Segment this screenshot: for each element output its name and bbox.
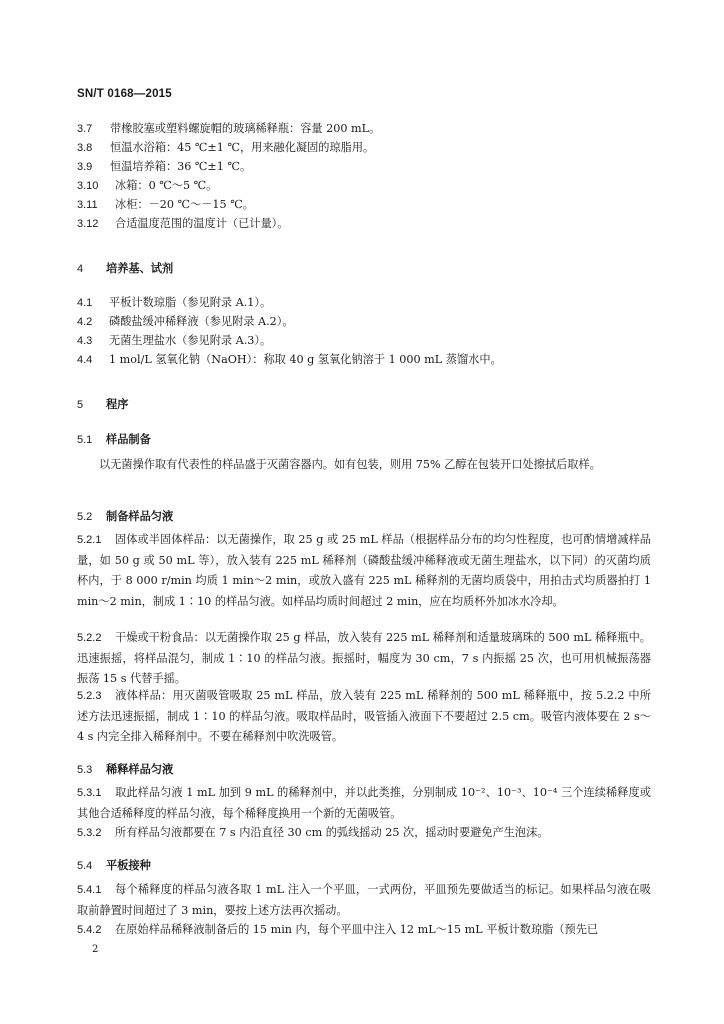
list-item: 4.2 磷酸盐缓冲稀释液（参见附录 A.2）。: [77, 315, 294, 328]
subsection-heading: 5.1 样品制备: [77, 434, 151, 446]
subsection-heading: 5.3 稀释样品匀液: [77, 764, 174, 776]
standard-code-header: SN/T 0168—2015: [77, 88, 172, 100]
list-item: 4.4 1 mol/L 氢氧化钠（NaOH）：称取 40 g 氢氧化钠溶于 1 000 mL 蒸馏水中。: [77, 353, 502, 366]
list-item: 4.3 无菌生理盐水（参见附录 A.3）。: [77, 334, 272, 347]
section-heading: 5 程序: [77, 399, 129, 411]
subsection-heading: 5.2 制备样品匀液: [77, 511, 174, 523]
list-item: 3.7 带橡胶塞或塑料螺旋帽的玻璃稀释瓶：容量 200 mL。: [77, 122, 381, 135]
list-item: 3.10 冰箱：0 ℃～5 ℃。: [77, 179, 218, 192]
list-item: 3.8 恒温水浴箱：45 ℃±1 ℃，用来融化凝固的琼脂用。: [77, 141, 375, 154]
subsection-heading: 5.4 平板接种: [77, 860, 151, 872]
paragraph: 5.4.2 在原始样品稀释液制备后的 15 min 内，每个平皿中注入 12 mL～15 mL 平板计数琼脂（预先已: [77, 923, 599, 936]
paragraph: 5.2.1 固体或半固体样品：以无菌操作，取 25 g 或 25 mL 样品（根据样品分布的均匀性程度，也可酌情增减样品量，如 50 g 或 50 mL 等），放入装有 225 mL 稀释剂（磷酸盐缓冲稀释液或无菌生理盐水，以下同）的灭菌均质杯内，于 8 000 r/min 均质 1 min～2 min，或放入盛有 225 mL 稀释剂的无菌均质袋中，用拍击式均质器拍打 1 min～2 min，制成 1∶10 的样品匀液。如样品均质时间超过 2 min，应在均质杯外加冰水冷却。: [77, 533, 651, 608]
list-item: 4.1 平板计数琼脂（参见附录 A.1）。: [77, 296, 272, 309]
page-number: 2: [92, 944, 99, 955]
section-heading: 4 培养基、试剂: [77, 263, 174, 275]
list-item: 3.11 冰柜：－20 ℃～－15 ℃。: [77, 198, 254, 211]
paragraph: 以无菌操作取有代表性的样品盛于灭菌容器内。如有包装，则用 75% 乙醇在包装开口处擦拭后取样。: [99, 458, 601, 471]
paragraph: 5.2.2 干燥或干粉食品：以无菌操作取 25 g 样品，放入装有 225 mL 稀释剂和适量玻璃珠的 500 mL 稀释瓶中。迅速振摇，将样品混匀，制成 1∶10 的样品匀液。振摇时，幅度为 30 cm，7 s 内振摇 25 次，也可用机械振荡器振荡 15 s 代替手摇。: [77, 631, 651, 685]
list-item: 3.12 合适温度范围的温度计（已计量）。: [77, 217, 289, 230]
paragraph: 5.3.1 取此样品匀液 1 mL 加到 9 mL 的稀释剂中，并以此类推，分别制成 10⁻²、10⁻³、10⁻⁴ 三个连续稀释度或其他合适稀释度的样品匀液，每个稀释度换用一个新的无菌吸管。: [77, 786, 651, 820]
list-item: 3.9 恒温培养箱：36 ℃±1 ℃。: [77, 160, 252, 173]
paragraph: 5.3.2 所有样品匀液都要在 7 s 内沿直径 30 cm 的弧线摇动 25 次，摇动时要避免产生泡沫。: [77, 826, 549, 839]
paragraph: 5.2.3 液体样品：用灭菌吸管吸取 25 mL 样品，放入装有 225 mL 稀释剂的 500 mL 稀释瓶中，按 5.2.2 中所述方法迅速振摇，制成 1∶10 的样品匀液。吸取样品时，吸管插入液面下不要超过 2.5 cm。吸管内液体要在 2 s～4 s 内完全排入稀释剂中。不要在稀释剂中吹洗吸管。: [77, 689, 651, 743]
paragraph: 5.4.1 每个稀释度的样品匀液各取 1 mL 注入一个平皿，一式两份，平皿预先要做适当的标记。如果样品匀液在吸取前静置时间超过了 3 min，要按上述方法再次摇动。: [77, 883, 651, 917]
